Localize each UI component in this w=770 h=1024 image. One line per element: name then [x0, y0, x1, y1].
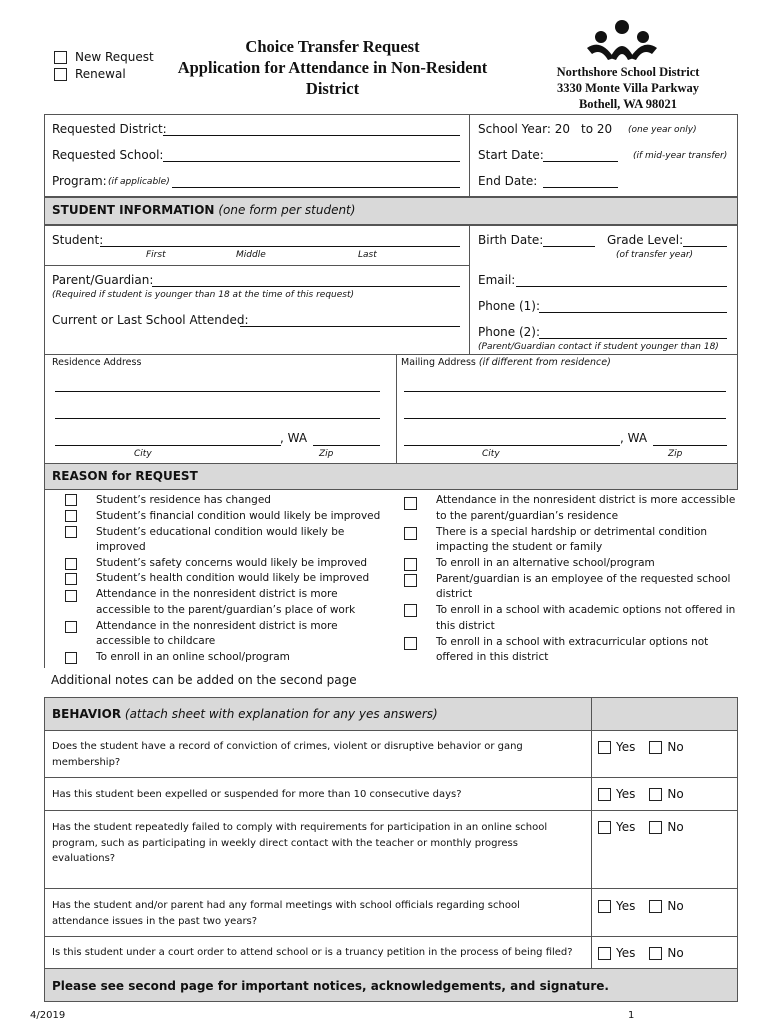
- reason-checkbox-alternative[interactable]: [404, 558, 417, 571]
- no-label: No: [667, 899, 684, 913]
- yes-label: Yes: [616, 899, 636, 913]
- no-checkbox[interactable]: [649, 741, 662, 754]
- start-date-label: Start Date:: [478, 148, 544, 162]
- student-info-heading: [52, 203, 355, 217]
- yes-no-expelled: [598, 787, 684, 801]
- residence-address-line-1[interactable]: [55, 391, 380, 392]
- title-line-3: District: [305, 79, 360, 98]
- program-field[interactable]: [172, 187, 460, 188]
- reason-checkbox-health[interactable]: [65, 573, 77, 585]
- district-address-block: [528, 64, 728, 112]
- residence-city-field[interactable]: [55, 445, 281, 446]
- reason-checkbox-extracurricular[interactable]: [404, 637, 417, 650]
- residence-address-label: Residence Address: [52, 357, 142, 368]
- form-date: 4/2019: [30, 1010, 66, 1021]
- start-date-field[interactable]: [543, 161, 618, 162]
- reason-text: district: [436, 588, 473, 600]
- reason-text: Student’s educational condition would likely be: [96, 526, 345, 538]
- reason-checkbox-academic[interactable]: [404, 604, 417, 617]
- parent-guardian-field[interactable]: [152, 286, 460, 287]
- district-address-line-2: Bothell, WA 98021: [578, 97, 678, 111]
- phone-note: (Parent/Guardian contact if student younger than 18): [478, 342, 719, 352]
- birth-date-label: Birth Date:: [478, 233, 544, 247]
- no-label: No: [667, 787, 684, 801]
- yes-checkbox[interactable]: [598, 741, 611, 754]
- mailing-city-caption: City: [482, 449, 500, 459]
- reason-text: To enroll in an alternative school/program: [436, 557, 655, 569]
- yes-no-court-order: [598, 946, 684, 960]
- question-line: evaluations?: [52, 853, 116, 864]
- mailing-wa-label: , WA: [620, 431, 648, 445]
- reason-text: Student’s financial condition would likely be improved: [96, 510, 381, 522]
- requested-school-label: Requested School:: [52, 148, 164, 162]
- yes-checkbox[interactable]: [598, 900, 611, 913]
- question-line: attendance issues in the past two years?: [52, 915, 258, 927]
- reason-heading: REASON for REQUEST: [52, 469, 198, 483]
- reason-checkbox-educational[interactable]: [65, 526, 77, 538]
- school-year-note: (one year only): [628, 125, 697, 135]
- behavior-question-court-order: [52, 945, 573, 961]
- reason-text: Student’s residence has changed: [96, 494, 271, 506]
- school-year-to: to 20: [581, 122, 613, 136]
- last-name-caption: Last: [358, 250, 377, 260]
- program-note: (if applicable): [108, 177, 170, 187]
- behavior-row-line: [44, 777, 738, 778]
- mailing-zip-field[interactable]: [653, 445, 727, 446]
- reason-text: impacting the student or family: [436, 541, 603, 553]
- yes-label: Yes: [616, 820, 636, 834]
- grade-level-field[interactable]: [683, 246, 727, 247]
- mailing-city-field[interactable]: [404, 445, 620, 446]
- question-line: Has the student repeatedly failed to comply with requirements for participation in an online school: [52, 822, 548, 833]
- district-address-line-1: 3330 Monte Villa Parkway: [556, 81, 699, 95]
- phone-2-field[interactable]: [539, 338, 727, 339]
- reason-text: Student’s safety concerns would likely be improved: [96, 557, 368, 569]
- parent-guardian-note: (Required if student is younger than 18 at the time of this request): [52, 290, 355, 300]
- district-name: Northshore School District: [556, 65, 700, 79]
- end-date-label: End Date:: [478, 174, 538, 188]
- yes-checkbox[interactable]: [598, 821, 611, 834]
- renewal-checkbox[interactable]: [54, 68, 67, 81]
- behavior-heading-note: (attach sheet with explanation for any yes answers): [124, 707, 438, 721]
- reason-text: There is a special hardship or detrimental condition: [436, 526, 708, 538]
- reason-checkbox-parent-residence[interactable]: [404, 497, 417, 510]
- reason-text: Attendance in the nonresident district is more: [96, 620, 338, 632]
- no-checkbox[interactable]: [649, 947, 662, 960]
- reason-checkbox-financial[interactable]: [65, 510, 77, 522]
- middle-name-caption: Middle: [236, 250, 266, 260]
- residence-city-caption: City: [134, 449, 152, 459]
- yes-no-attendance-meetings: [598, 899, 684, 913]
- reason-left-border: [44, 490, 45, 668]
- behavior-row-line: [44, 888, 738, 889]
- reason-text: improved: [96, 541, 146, 553]
- start-date-note: (if mid-year transfer): [633, 151, 728, 161]
- mailing-address-label-row: [401, 357, 611, 368]
- parent-guardian-label: Parent/Guardian:: [52, 273, 154, 287]
- mailing-zip-caption: Zip: [668, 449, 683, 459]
- reason-text: offered in this district: [436, 651, 549, 663]
- phone-2-label: Phone (2):: [478, 325, 541, 339]
- reason-text: this district: [436, 620, 495, 632]
- behavior-heading: [52, 707, 438, 721]
- behavior-heading-bold: BEHAVIOR: [52, 707, 122, 721]
- residence-zip-caption: Zip: [319, 449, 334, 459]
- mailing-address-label: Mailing Address: [401, 357, 476, 368]
- requested-district-field[interactable]: [163, 135, 460, 136]
- new-request-checkbox[interactable]: [54, 51, 67, 64]
- request-box-divider: [469, 114, 470, 197]
- no-checkbox[interactable]: [649, 900, 662, 913]
- reason-checkbox-safety[interactable]: [65, 558, 77, 570]
- mailing-address-line-1[interactable]: [404, 391, 726, 392]
- reason-text: Attendance in the nonresident district is more accessible: [436, 494, 736, 506]
- no-checkbox[interactable]: [649, 788, 662, 801]
- behavior-question-expelled: [52, 787, 462, 803]
- behavior-header-right: [592, 698, 737, 730]
- new-request-row: [54, 50, 154, 64]
- requested-district-label: Requested District:: [52, 122, 167, 136]
- page-number: 1: [628, 1010, 635, 1021]
- reason-checkbox-parent-work[interactable]: [65, 590, 77, 602]
- mailing-address-note: (if different from residence): [478, 357, 611, 368]
- title-line-2: Application for Attendance in Non-Resident: [177, 58, 488, 77]
- reason-text: To enroll in an online school/program: [96, 651, 290, 663]
- behavior-column-divider: [591, 697, 592, 968]
- current-school-label: Current or Last School Attended:: [52, 313, 249, 327]
- question-line: Has this student been expelled or suspended for more than 10 consecutive days?: [52, 789, 462, 800]
- question-line: Has the student and/or parent had any formal meetings with school officials regarding school: [52, 900, 520, 911]
- email-field[interactable]: [516, 286, 727, 287]
- behavior-question-online-compliance: [52, 820, 547, 867]
- school-year-label: School Year: 20: [478, 122, 570, 136]
- question-line: program, such as participating in weekly direct contact with the teacher or monthly progress: [52, 837, 518, 849]
- address-left-border: [44, 355, 45, 463]
- program-label: Program:: [52, 174, 107, 188]
- yes-no-online-compliance: [598, 820, 684, 834]
- residence-wa-label: , WA: [280, 431, 308, 445]
- no-label: No: [667, 946, 684, 960]
- phone-1-label: Phone (1):: [478, 299, 541, 313]
- question-line: Does the student have a record of conviction of crimes, violent or disruptive behavior or gang: [52, 741, 523, 752]
- student-name-field[interactable]: [100, 246, 460, 247]
- title-line-1: Choice Transfer Request: [245, 37, 420, 56]
- yes-no-criminal-record: [598, 740, 684, 754]
- reason-checkbox-parent-employee[interactable]: [404, 574, 417, 587]
- reason-checkbox-online[interactable]: [65, 652, 77, 664]
- yes-checkbox[interactable]: [598, 788, 611, 801]
- yes-label: Yes: [616, 740, 636, 754]
- behavior-row-line: [44, 810, 738, 811]
- district-logo-icon: [584, 18, 660, 62]
- requested-school-field[interactable]: [163, 161, 460, 162]
- yes-label: Yes: [616, 787, 636, 801]
- grade-level-label: Grade Level:: [607, 233, 684, 247]
- behavior-question-criminal-record: [52, 739, 523, 770]
- behavior-row-line: [44, 936, 738, 937]
- residence-zip-field[interactable]: [313, 445, 380, 446]
- student-info-heading-note: (one form per student): [218, 203, 356, 217]
- renewal-label: Renewal: [75, 67, 126, 81]
- additional-notes-text: Additional notes can be added on the second page: [51, 673, 357, 687]
- student-info-heading-bold: STUDENT INFORMATION: [52, 203, 215, 217]
- end-date-field[interactable]: [543, 187, 618, 188]
- form-title: [160, 36, 505, 99]
- current-school-field[interactable]: [240, 326, 460, 327]
- student-info-divider: [469, 225, 470, 355]
- no-checkbox[interactable]: [649, 821, 662, 834]
- reason-text: Parent/guardian is an employee of the requested school: [436, 573, 731, 585]
- reason-text: accessible to the parent/guardian’s place of work: [96, 604, 356, 616]
- behavior-row-line: [44, 730, 738, 731]
- no-label: No: [667, 820, 684, 834]
- reason-text: Attendance in the nonresident district is more: [96, 588, 338, 600]
- second-page-note: Please see second page for important notices, acknowledgements, and signature.: [52, 979, 609, 993]
- mailing-address-line-2[interactable]: [404, 418, 726, 419]
- phone-1-field[interactable]: [539, 312, 727, 313]
- student-label: Student:: [52, 233, 104, 247]
- yes-checkbox[interactable]: [598, 947, 611, 960]
- reason-checkbox-hardship[interactable]: [404, 527, 417, 540]
- yes-label: Yes: [616, 946, 636, 960]
- behavior-question-attendance-meetings: [52, 898, 520, 929]
- reason-checkbox-residence-changed[interactable]: [65, 494, 77, 506]
- grade-level-note: (of transfer year): [616, 250, 694, 260]
- reason-text: Student’s health condition would likely be improved: [96, 572, 370, 584]
- address-right-border: [737, 355, 738, 463]
- new-request-label: New Request: [75, 50, 154, 64]
- first-name-caption: First: [146, 250, 166, 260]
- reason-text: accessible to childcare: [96, 635, 216, 647]
- question-line: membership?: [52, 756, 121, 768]
- reason-text: To enroll in a school with academic options not offered in: [436, 604, 736, 616]
- birth-date-field[interactable]: [543, 246, 595, 247]
- email-label: Email:: [478, 273, 516, 287]
- student-row-divider: [44, 265, 469, 266]
- renewal-row: [54, 67, 126, 81]
- reason-checkbox-childcare[interactable]: [65, 621, 77, 633]
- reason-text: to the parent/guardian’s residence: [436, 510, 619, 522]
- address-divider: [396, 355, 397, 463]
- residence-address-line-2[interactable]: [55, 418, 380, 419]
- reason-text: To enroll in a school with extracurricular options not: [436, 636, 709, 648]
- question-line: Is this student under a court order to attend school or is a truancy petition in the process of being filed?: [52, 947, 573, 958]
- no-label: No: [667, 740, 684, 754]
